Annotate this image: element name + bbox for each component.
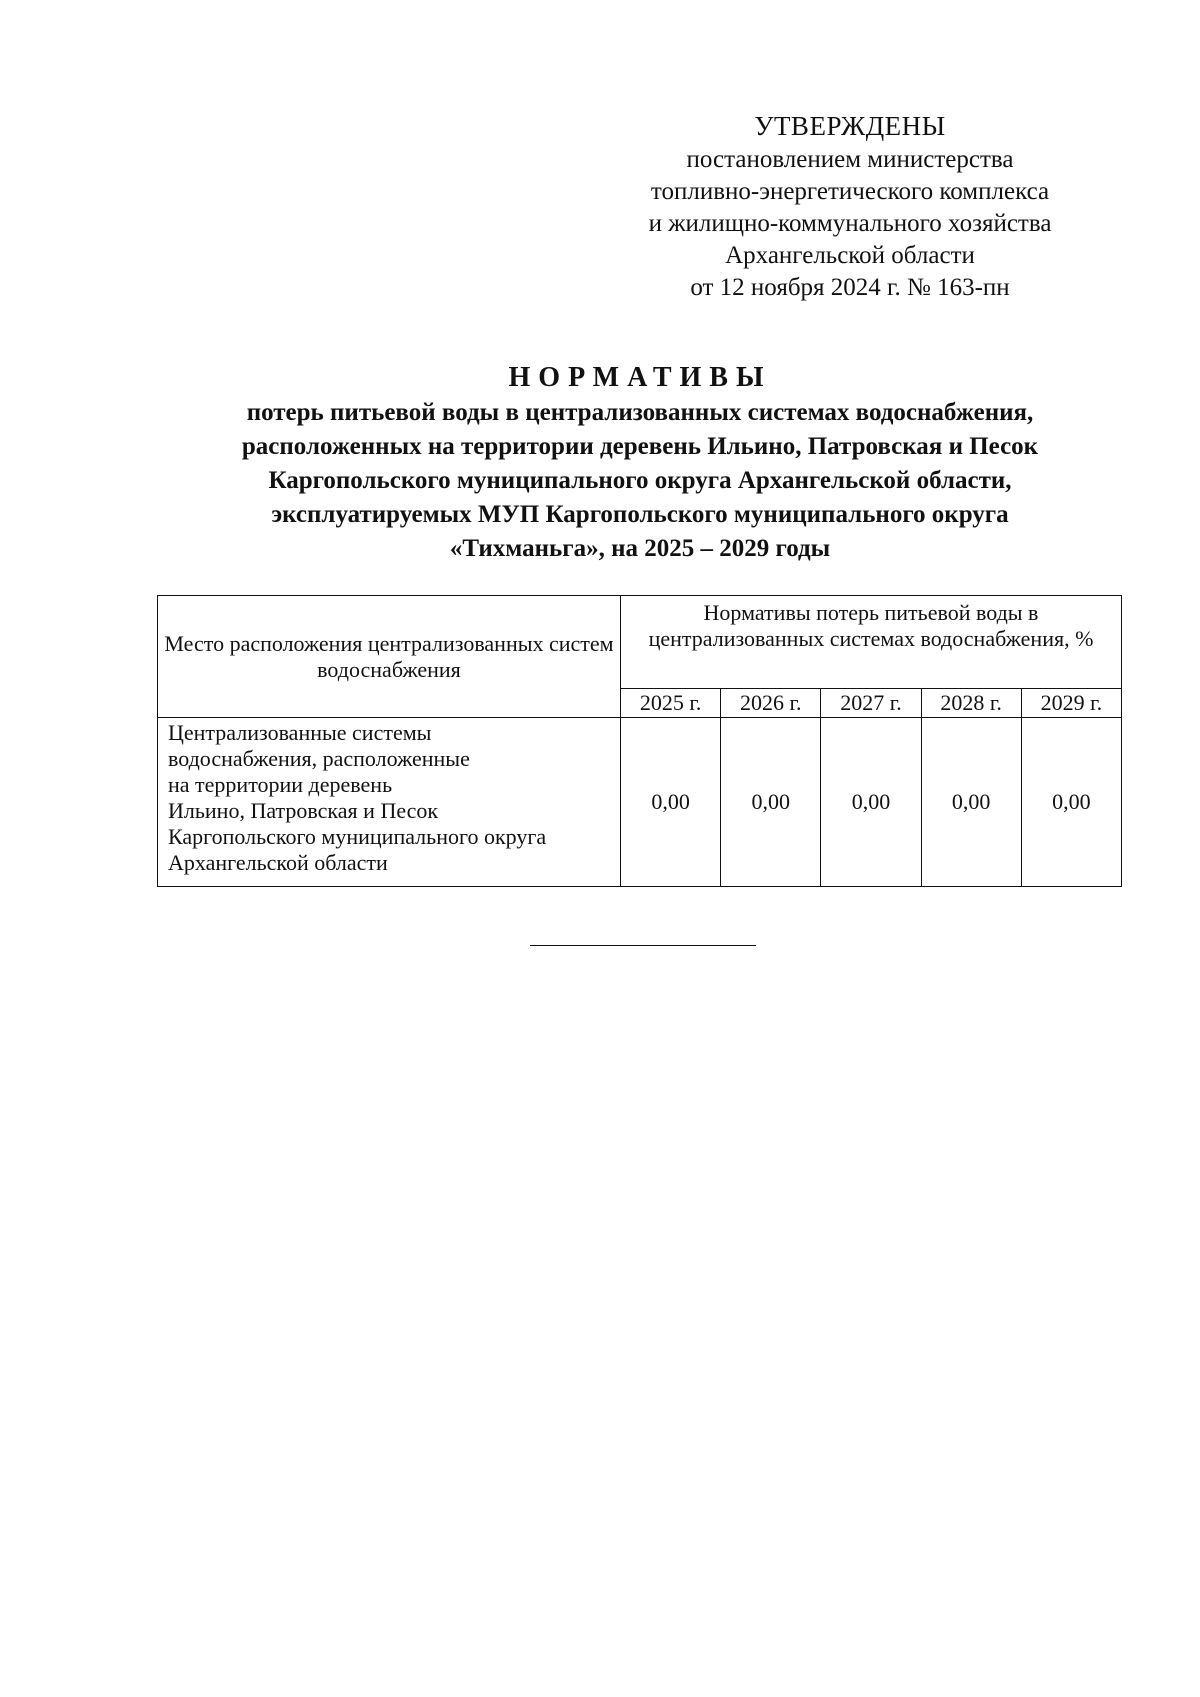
end-of-document-rule (530, 945, 756, 946)
year-header-2026: 2026 г. (721, 689, 821, 718)
value-cell-2029: 0,00 (1021, 718, 1121, 887)
location-cell (158, 718, 621, 887)
value-cell-2028: 0,00 (921, 718, 1021, 887)
approval-line: Архангельской области (725, 242, 975, 269)
document-subtitle-line: «Тихманьга», на 2025 – 2029 годы (449, 535, 831, 562)
approval-line: топливно-энергетического комплекса (650, 178, 1050, 205)
year-header-2029: 2029 г. (1021, 689, 1121, 718)
location-column-header: Место расположения централизованных систем водоснабжения (158, 596, 621, 718)
document-subtitle-line: потерь питьевой воды в централизованных системах водоснабжения, (246, 399, 1034, 426)
approval-line: постановлением министерства (686, 146, 1014, 173)
value-cell-2026: 0,00 (721, 718, 821, 887)
value-cell-2027: 0,00 (821, 718, 921, 887)
document-subtitle-line: Каргопольского муниципального округа Архангельской области, (268, 467, 1012, 494)
approval-heading: УТВЕРЖДЕНЫ (754, 111, 946, 141)
approval-stamp (600, 110, 1100, 304)
table-row (158, 718, 1122, 887)
norms-column-header: Нормативы потерь питьевой воды в централизованных системах водоснабжения, % (621, 596, 1122, 689)
approval-line: и жилищно-коммунального хозяйства (648, 210, 1052, 237)
year-header-2025: 2025 г. (621, 689, 721, 718)
document-subtitle-line: расположенных на территории деревень Ильино, Патровская и Песок (241, 433, 1039, 460)
location-line: Ильино, Патровская и Песок (168, 798, 439, 823)
value-cell-2025: 0,00 (621, 718, 721, 887)
location-line: Централизованные системы (168, 720, 432, 745)
location-line: на территории деревень (168, 772, 393, 797)
document-title: НОРМАТИВЫ (508, 362, 772, 393)
year-header-2027: 2027 г. (821, 689, 921, 718)
location-line: Каргопольского муниципального округа (168, 824, 547, 849)
norms-table (157, 595, 1122, 887)
document-subtitle-line: эксплуатируемых МУП Каргопольского муниципального округа (271, 501, 1009, 528)
year-header-2028: 2028 г. (921, 689, 1021, 718)
document-title-block (130, 360, 1150, 566)
location-line: водоснабжения, расположенные (168, 746, 470, 771)
table-header-row (158, 596, 1122, 689)
location-line: Архангельской области (168, 850, 388, 875)
approval-line: от 12 ноября 2024 г. № 163-пн (690, 274, 1010, 301)
